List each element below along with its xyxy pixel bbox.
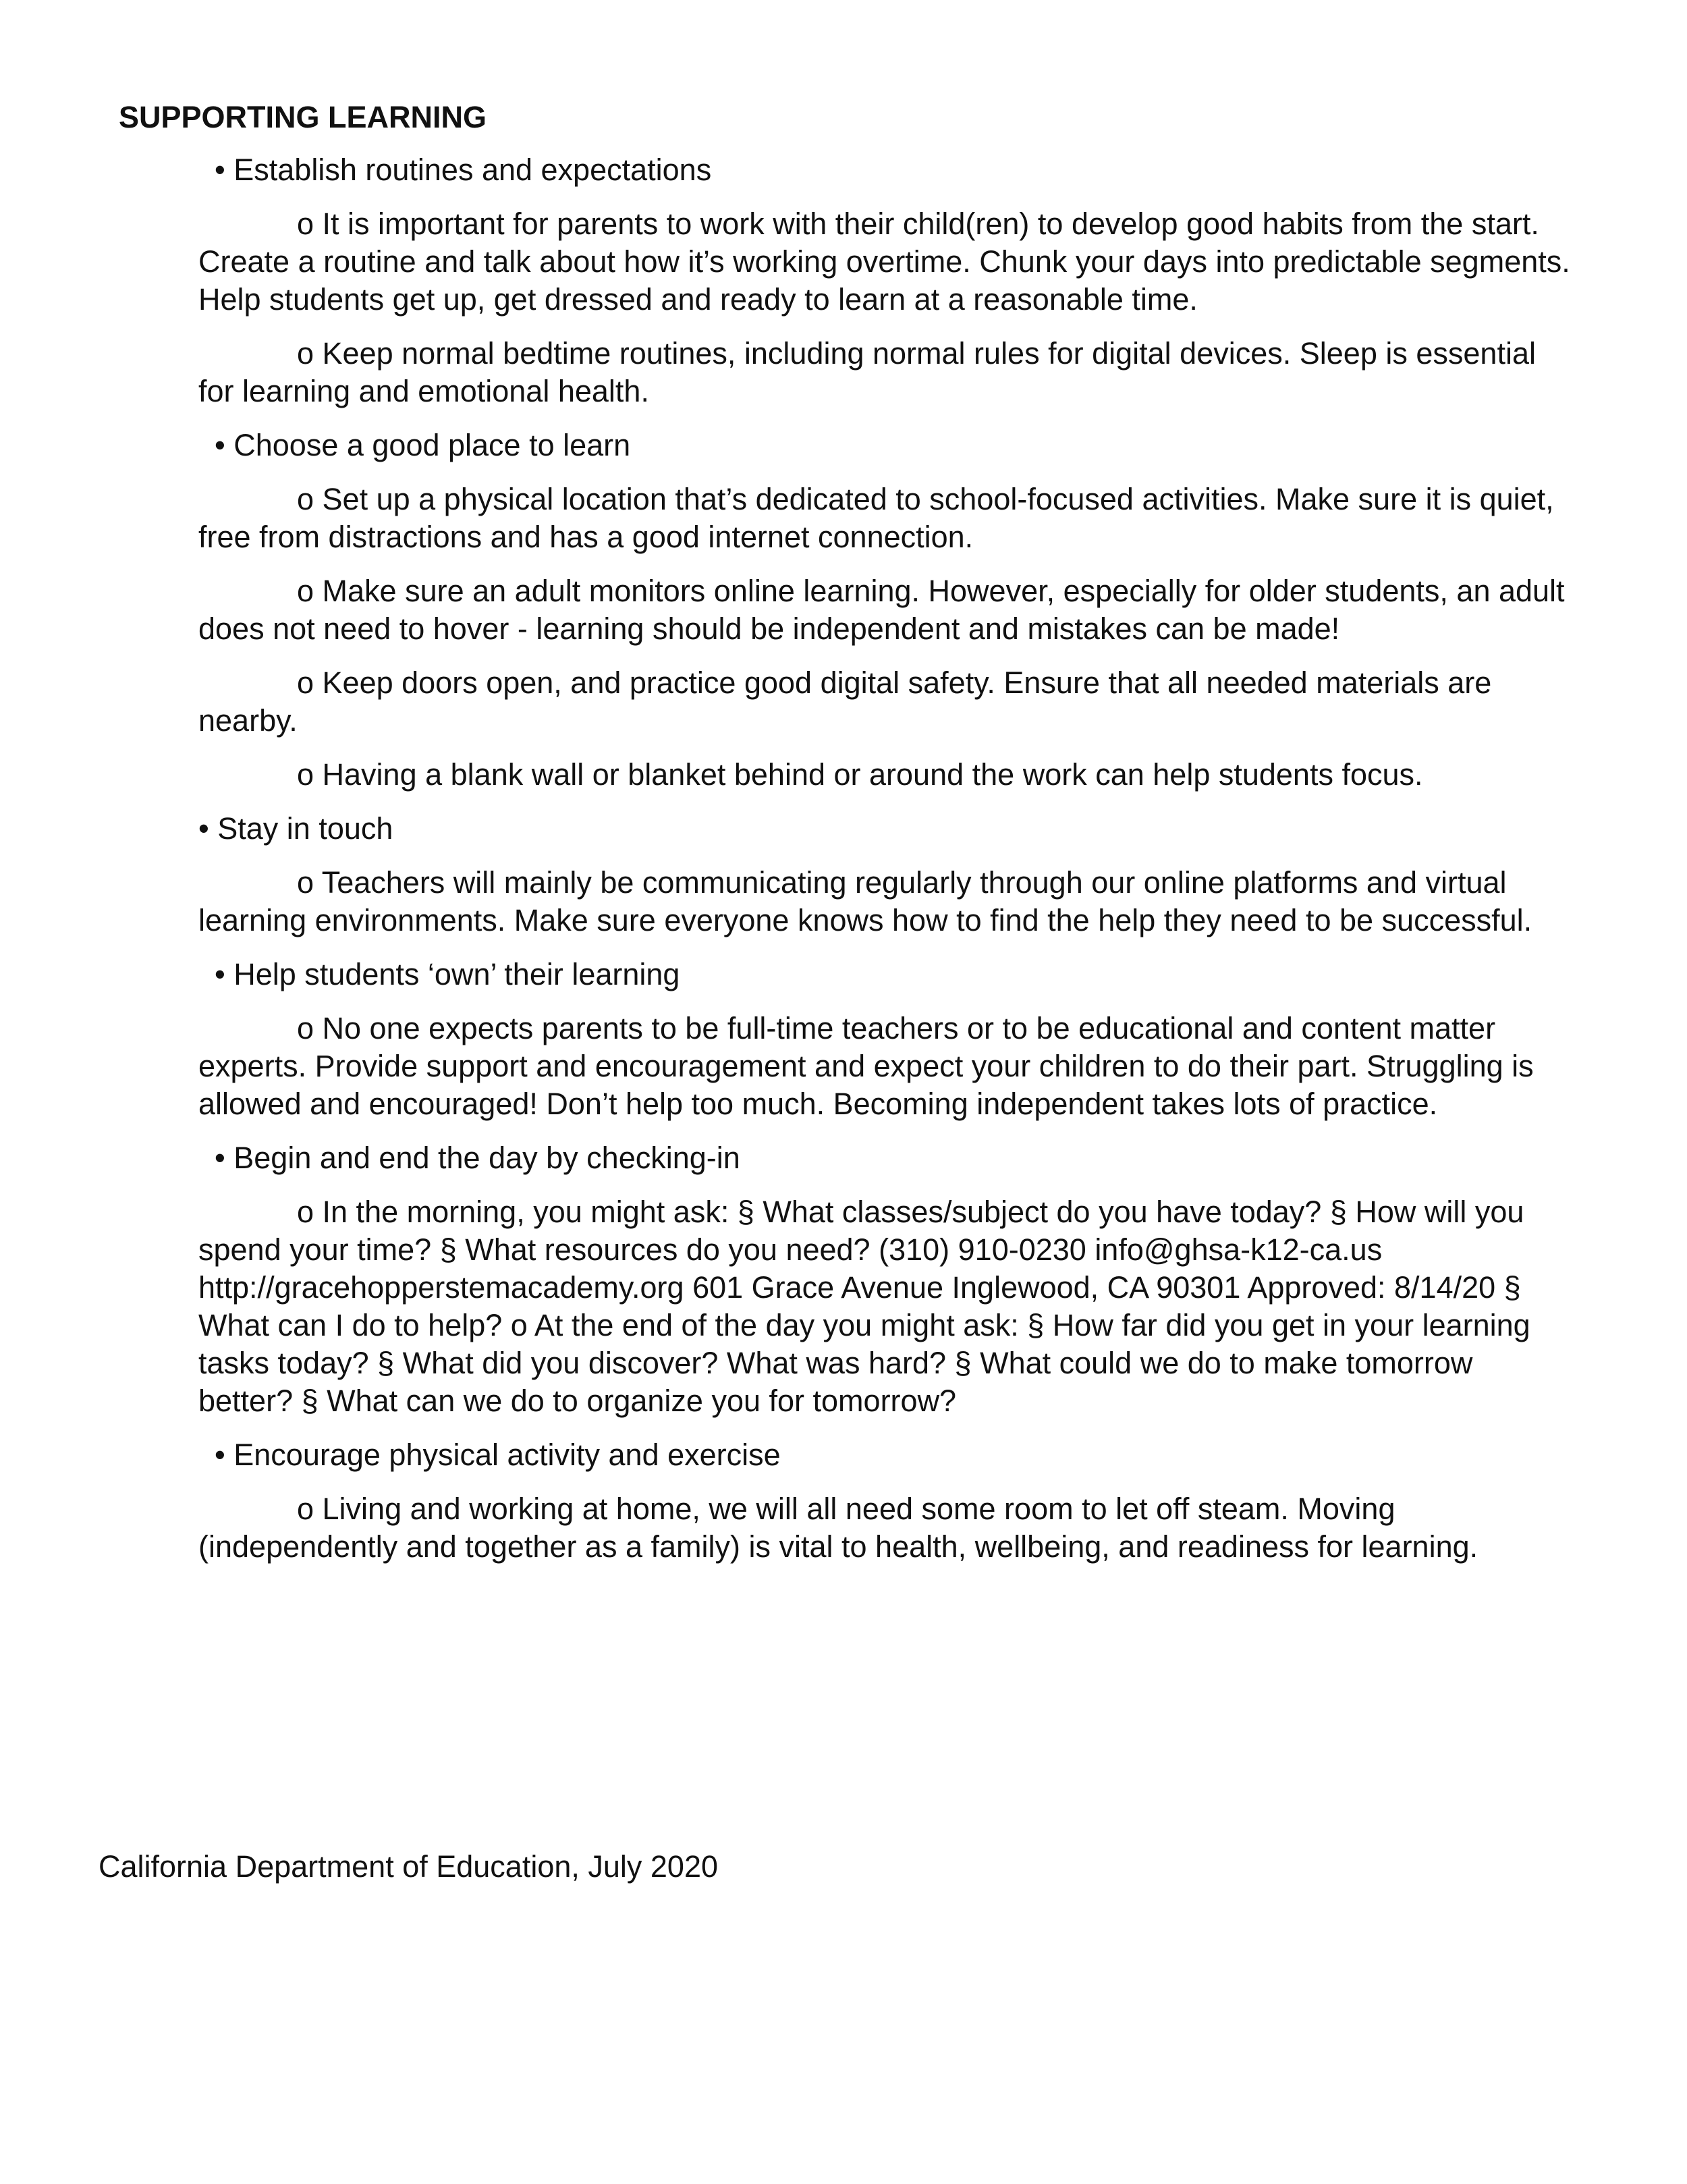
paragraph-teachers-communicating: o Teachers will mainly be communicating regularly through our online platforms and virtual learning environments. Make sure everyone knows how to find the help they need to be successful. xyxy=(198,865,1532,937)
bullet-physical-activity: • Encourage physical activity and exercise xyxy=(215,1438,781,1472)
bullet-stay-in-touch: • Stay in touch xyxy=(198,811,393,846)
paragraph-living-working-home: o Living and working at home, we will all need some room to let off steam. Moving (independently and together as a family) is vital to health, wellbeing, and readiness for learning. xyxy=(198,1492,1478,1564)
document-body xyxy=(198,151,1575,1582)
bullet-checking-in: • Begin and end the day by checking-in xyxy=(215,1141,740,1175)
paragraph-blank-wall: o Having a blank wall or blanket behind or around the work can help students focus. xyxy=(297,757,1423,792)
paragraph-good-habits: o It is important for parents to work with their child(ren) to develop good habits from the start. Create a routine and talk about how it’s working overtime. Chunk your days into predictable segments. Help students get up, get dressed and ready to learn at a reasonable time. xyxy=(198,207,1570,317)
paragraph-doors-open: o Keep doors open, and practice good digital safety. Ensure that all needed materials are nearby. xyxy=(198,665,1492,738)
paragraph-no-one-expects: o No one expects parents to be full-time teachers or to be educational and content matter experts. Provide support and encouragement and expect your children to do their part. Struggling is allowed and encouraged! Don’t help too much. Becoming independent takes lots of practice. xyxy=(198,1011,1534,1121)
bullet-own-learning: • Help students ‘own’ their learning xyxy=(215,957,680,991)
section-heading: SUPPORTING LEARNING xyxy=(119,100,487,134)
bullet-good-place: • Choose a good place to learn xyxy=(215,428,631,462)
paragraph-physical-location: o Set up a physical location that’s dedicated to school-focused activities. Make sure it is quiet, free from distractions and has a good internet connection. xyxy=(198,482,1554,554)
paragraph-adult-monitors: o Make sure an adult monitors online learning. However, especially for older students, an adult does not need to hover - learning should be independent and mistakes can be made! xyxy=(198,574,1565,646)
bullet-establish-routines: • Establish routines and expectations xyxy=(215,153,712,187)
paragraph-morning-questions: o In the morning, you might ask: § What classes/subject do you have today? § How will you spend your time? § What resources do you need? (310) 910-0230 info@ghsa-k12-ca.us http://gracehopperstemacademy.org 601 Grace Avenue Inglewood, CA 90301 Approved: 8/14/20 § What can I do to help? o At the end of the day you might ask: § How far did you get in your learning tasks today? § What did you discover? What was hard? § What could we do to make tomorrow better? § What can we do to organize you for tomorrow? xyxy=(198,1195,1530,1418)
paragraph-bedtime-routines: o Keep normal bedtime routines, including normal rules for digital devices. Sleep is essential for learning and emotional health. xyxy=(198,336,1536,408)
footer-source: California Department of Education, July 2020 xyxy=(99,1849,719,1884)
